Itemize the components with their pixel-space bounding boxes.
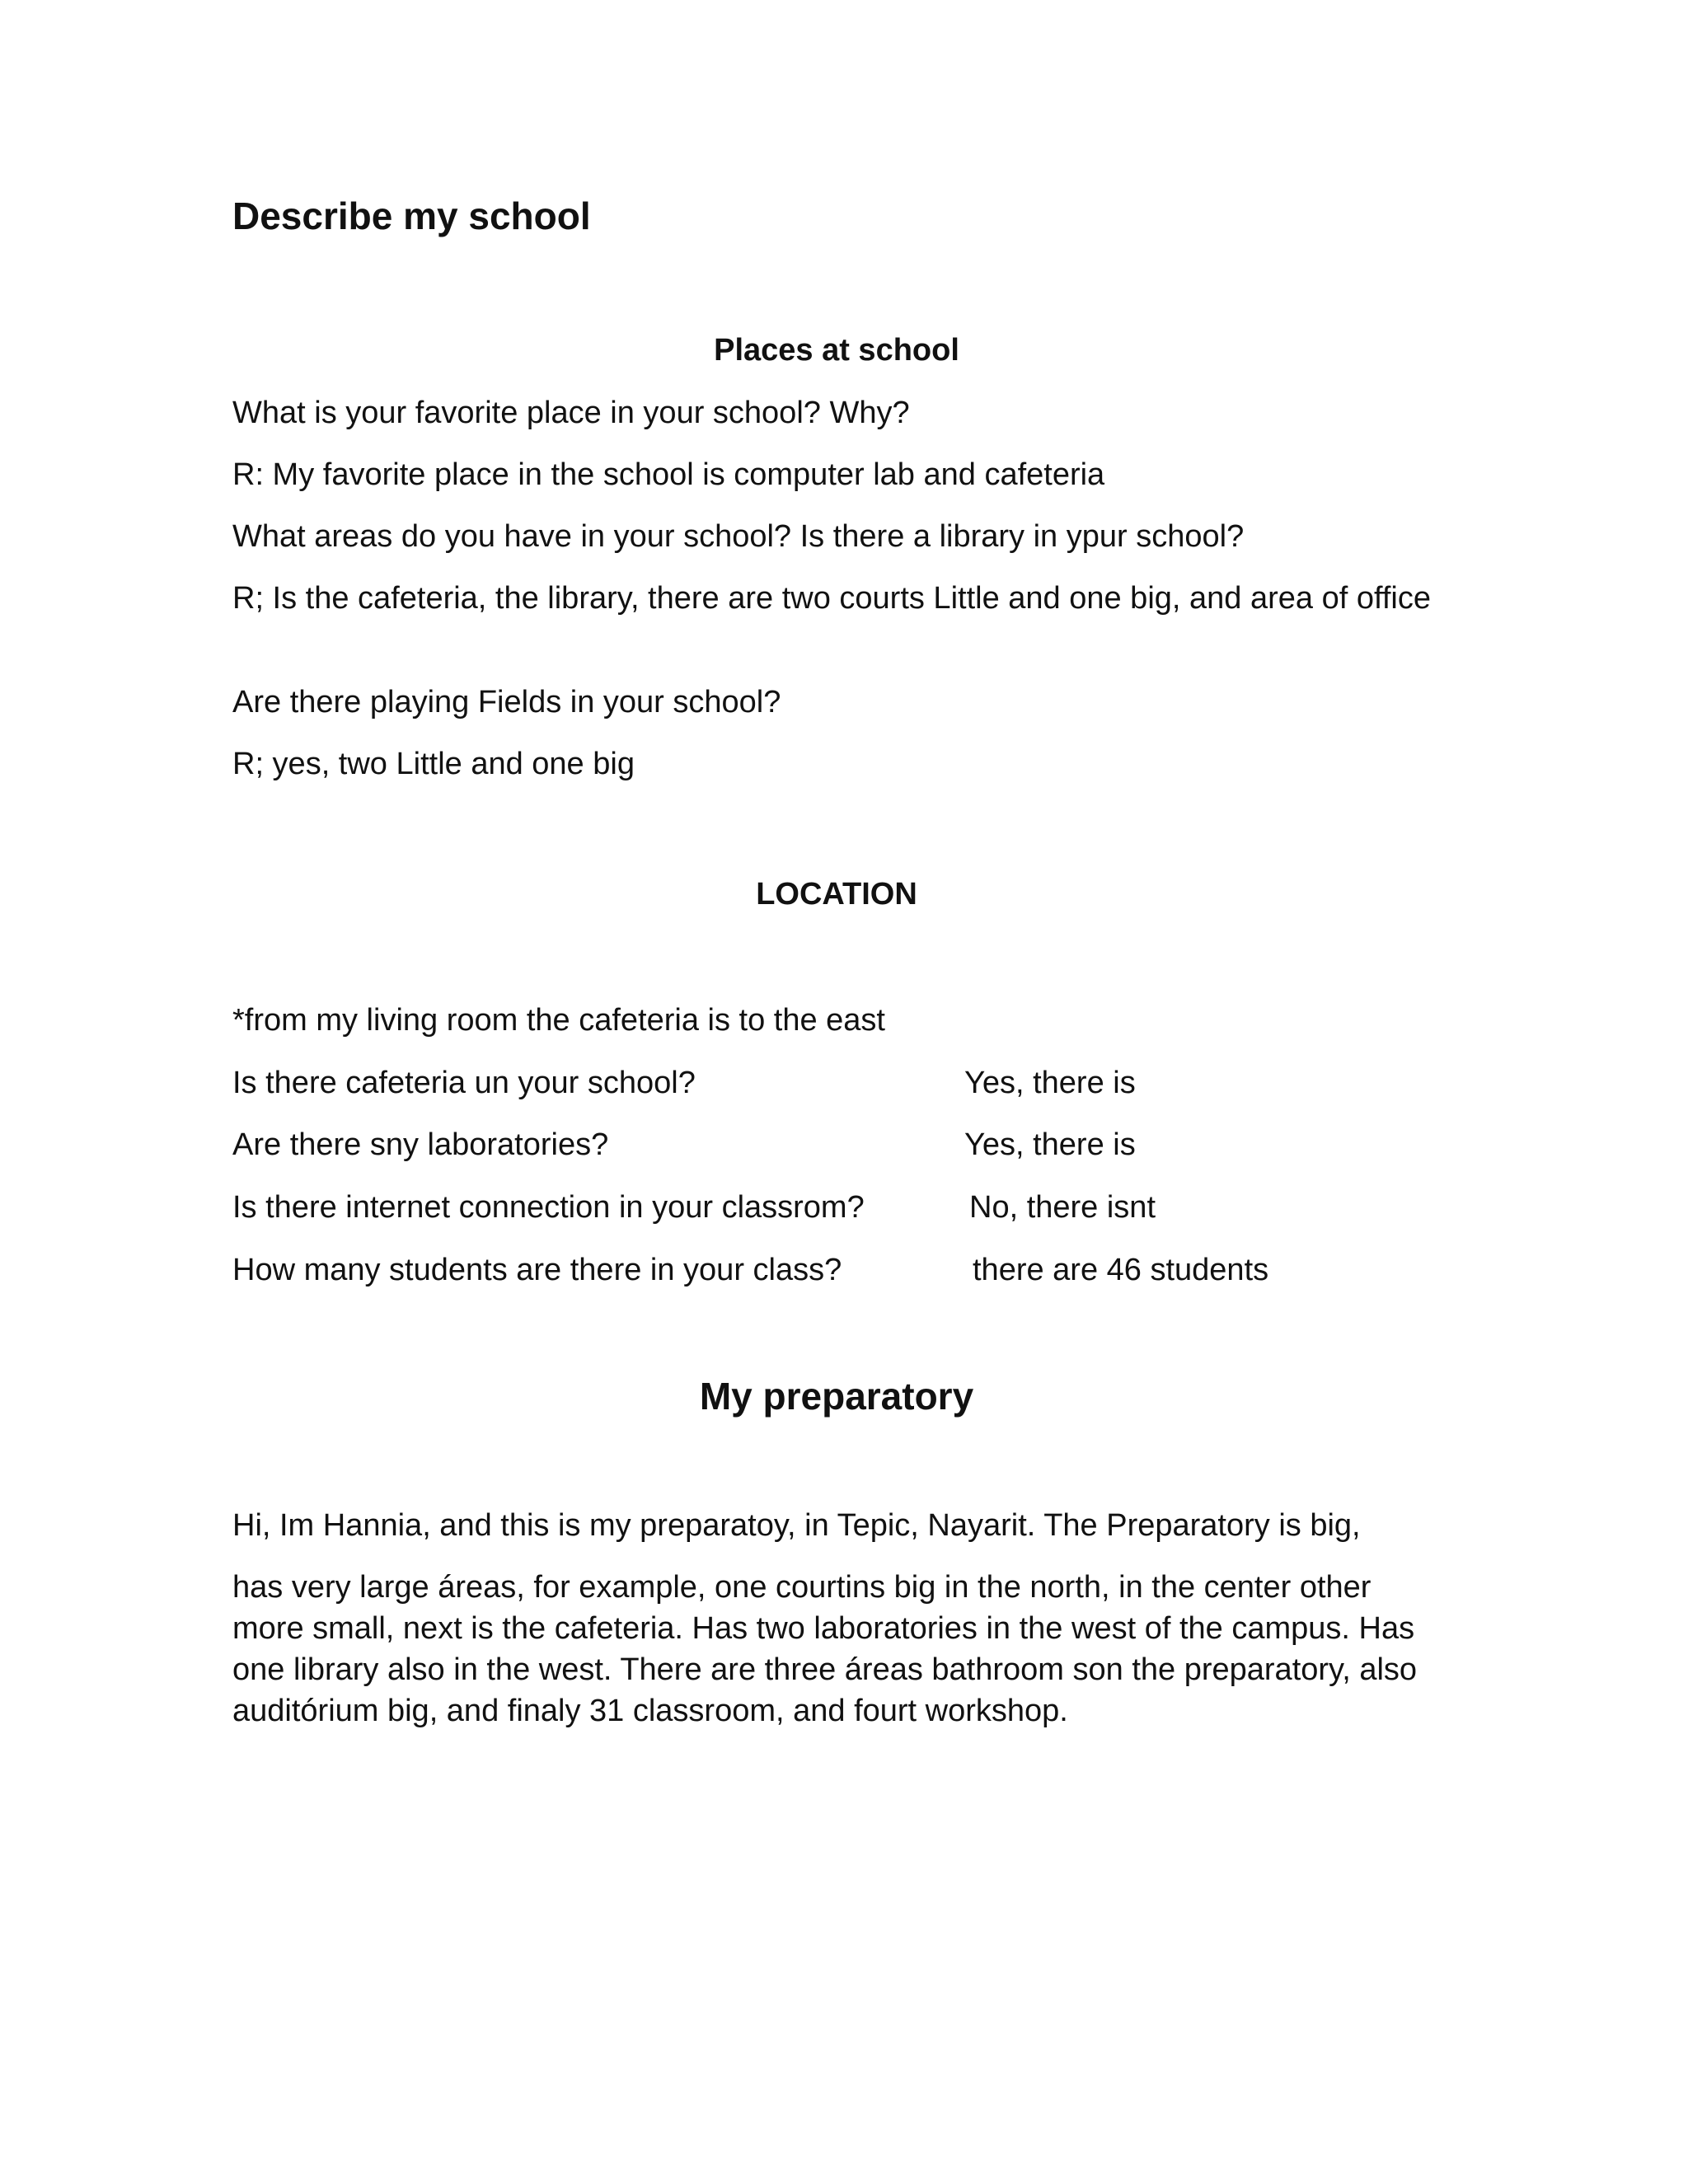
qa-row: [232, 1249, 1469, 1291]
qa-answer: Yes, there is: [964, 1066, 1136, 1100]
qa-row: [232, 1062, 1469, 1104]
places-question-2: What areas do you have in your school? Is there a library in ypur school?: [232, 519, 1245, 554]
qa-answer: there are 46 students: [973, 1253, 1269, 1287]
location-heading: LOCATION: [756, 877, 917, 912]
places-question-1: What is your favorite place in your school? Why?: [232, 396, 910, 430]
preparatory-paragraph-2: has very large áreas, for example, one courtins big in the north, in the center other more small, next is the cafeteria. Has two laboratories in the west of the campus. Has one library also in the west. There are three áreas bathroom son the preparatory, also auditórium big, and finaly 31 classroom, and fourt workshop.: [232, 1570, 1418, 1728]
preparatory-heading: My preparatory: [699, 1375, 974, 1418]
location-intro: *from my living room the cafeteria is to the east: [232, 1003, 885, 1038]
qa-row: [232, 1187, 1469, 1228]
preparatory-paragraph-1: Hi, Im Hannia, and this is my preparatoy, in Tepic, Nayarit. The Preparatory is big,: [232, 1508, 1361, 1543]
qa-question: Is there internet connection in your classrom?: [232, 1190, 865, 1225]
qa-answer: No, there isnt: [969, 1190, 1156, 1225]
qa-answer: Yes, there is: [964, 1127, 1136, 1162]
places-heading: Places at school: [714, 333, 959, 368]
places-question-3: Are there playing Fields in your school?: [232, 685, 781, 719]
qa-question: How many students are there in your class?: [232, 1253, 842, 1287]
places-answer-3: R; yes, two Little and one big: [232, 747, 635, 781]
page-title: Describe my school: [232, 194, 591, 237]
qa-question: Are there sny laboratories?: [232, 1127, 609, 1162]
places-answer-2: R; Is the cafeteria, the library, there are two courts Little and one big, and area of office: [232, 581, 1431, 616]
qa-question: Is there cafeteria un your school?: [232, 1066, 696, 1100]
qa-row: [232, 1124, 1469, 1165]
places-answer-1: R: My favorite place in the school is computer lab and cafeteria: [232, 457, 1105, 492]
